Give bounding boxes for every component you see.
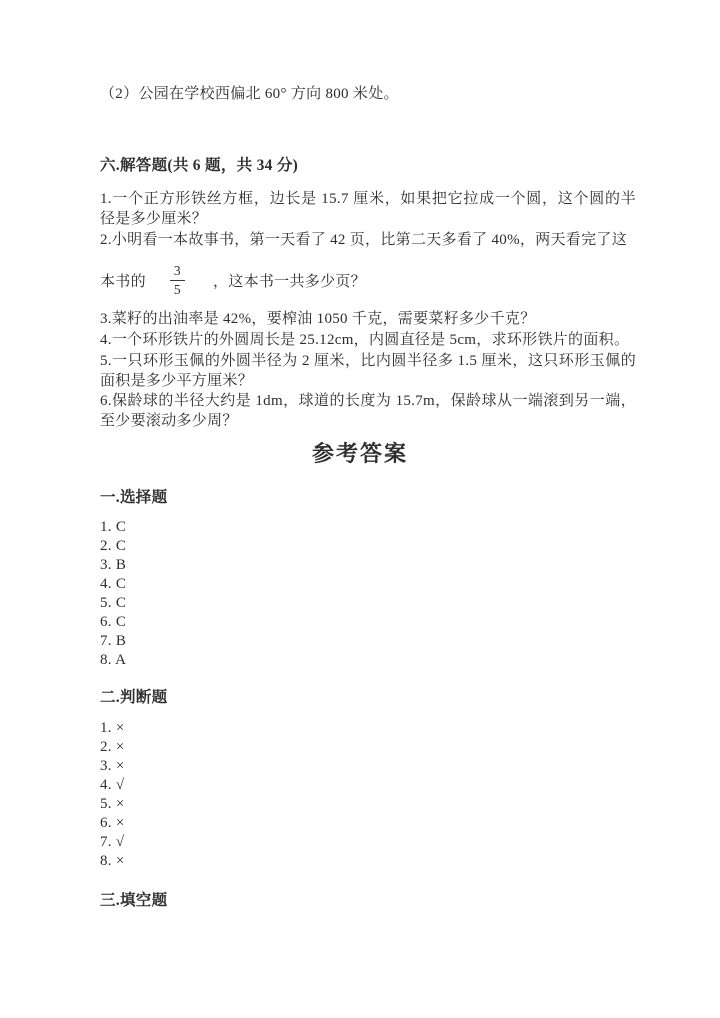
fill-section-heading: 三.填空题 — [100, 892, 168, 909]
choice-answer-item: 6. C — [100, 614, 127, 630]
question-6: 6.保龄球的半径大约是 1dm，球道的长度为 15.7m，保龄球从一端滚到另一端，至少要滚动多少周？ — [100, 393, 636, 429]
judge-answer-item: 7. √ — [100, 834, 125, 850]
question-1: 1.一个正方形铁丝方框，边长是 15.7 厘米，如果把它拉成一个圆，这个圆的半径是多少厘米？ — [100, 191, 636, 227]
fraction-denominator: 5 — [170, 280, 185, 298]
choice-answer-item: 7. B — [100, 633, 127, 649]
choice-answer-item: 3. B — [100, 557, 127, 573]
choice-answer-item: 2. C — [100, 538, 127, 554]
choice-answer-item: 5. C — [100, 595, 127, 611]
judge-answer-item: 5. × — [100, 796, 125, 812]
choice-answer-item: 1. C — [100, 519, 127, 535]
question-4: 4.一个环形铁片的外圆周长是 25.12cm，内圆直径是 5cm，求环形铁片的面积。 — [100, 332, 630, 348]
section-six-heading: 六.解答题(共 6 题，共 34 分) — [100, 157, 299, 174]
judge-section-heading: 二.判断题 — [100, 689, 168, 706]
answer-key-title: 参考答案 — [311, 441, 408, 466]
question-2-suffix: ，这本书一共多少页？ — [212, 273, 366, 290]
question-3: 3.菜籽的出油率是 42%，要榨油 1050 千克，需要菜籽多少千克？ — [100, 311, 536, 327]
judge-answers-list — [100, 719, 125, 871]
fraction-numerator: 3 — [173, 262, 181, 278]
question-2-line1: 2.小明看一本故事书，第一天看了 42 页，比第二天多看了 40%，两天看完了这 — [100, 232, 627, 248]
choice-answers-list — [100, 518, 126, 670]
choice-section-heading: 一.选择题 — [100, 489, 168, 506]
question-2-line2 — [100, 258, 366, 302]
judge-answer-item: 6. × — [100, 815, 125, 831]
choice-answer-item: 4. C — [100, 576, 127, 592]
judge-answer-item: 4. √ — [100, 777, 125, 793]
judge-answer-item: 8. × — [100, 853, 125, 869]
judge-answer-item: 2. × — [100, 739, 125, 755]
sub-question-2: （2）公园在学校西偏北 60° 方向 800 米处。 — [100, 86, 399, 102]
judge-answer-item: 3. × — [100, 758, 125, 774]
fraction-three-fifths — [170, 263, 185, 297]
choice-answer-item: 8. A — [100, 652, 127, 668]
question-5: 5.一只环形玉佩的外圆半径为 2 厘米，比内圆半径多 1.5 厘米，这只环形玉佩的面积是多少平方厘米？ — [100, 353, 636, 389]
question-2-prefix: 本书的 — [100, 273, 146, 290]
judge-answer-item: 1. × — [100, 720, 125, 736]
